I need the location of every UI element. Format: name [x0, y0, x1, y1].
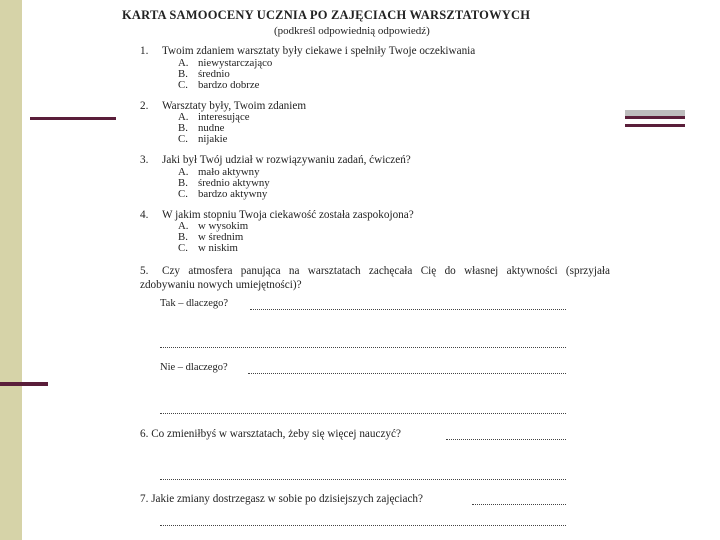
- question-number: 1.: [140, 45, 149, 57]
- question-3-option-b[interactable]: B. średnio aktywny: [178, 177, 270, 189]
- questionnaire-page: [116, 0, 625, 540]
- document-subtitle: (podkreśl odpowiednią odpowiedź): [274, 25, 430, 37]
- left-horizontal-rule: [30, 117, 116, 120]
- right-horizontal-rule: [625, 116, 685, 119]
- document-title: KARTA SAMOOCENY UCZNIA PO ZAJĘCIACH WARSZTATOWYCH: [122, 8, 531, 22]
- left-accent-rule: [0, 382, 48, 386]
- right-margin: [626, 0, 720, 540]
- question-4-option-a[interactable]: A. w wysokim: [178, 220, 249, 232]
- question-number: 3.: [140, 154, 149, 166]
- question-2-option-a[interactable]: A. interesujące: [178, 111, 250, 123]
- question-3-option-a[interactable]: A. mało aktywny: [178, 166, 260, 178]
- question-text: Twoim zdaniem warsztaty były ciekawe i spełniły Twoje oczekiwania: [162, 45, 476, 57]
- question-2-option-c[interactable]: C. nijakie: [178, 133, 228, 145]
- question-6: [140, 428, 401, 440]
- question-5: [140, 264, 610, 292]
- question-number: 4.: [140, 209, 149, 221]
- question-2-option-b[interactable]: B. nudne: [178, 122, 225, 134]
- question-4-option-b[interactable]: B. w średnim: [178, 231, 244, 243]
- question-1: [140, 45, 475, 57]
- question-text: Jakie zmiany dostrzegasz w sobie po dzisiejszych zajęciach?: [151, 493, 423, 505]
- left-white-strip: [22, 0, 48, 382]
- question-5-yes-answer-line[interactable]: [250, 308, 566, 310]
- question-text: W jakim stopniu Twoja ciekawość została zaspokojona?: [162, 209, 414, 221]
- question-1-option-a[interactable]: A. niewystarczająco: [178, 57, 273, 69]
- question-5-yes-label: Tak – dlaczego?: [160, 298, 229, 309]
- question-5-no-label: Nie – dlaczego?: [160, 362, 228, 373]
- question-5-no-answer-line[interactable]: [248, 372, 566, 374]
- question-text: Jaki był Twój udział w rozwiązywaniu zadań, ćwiczeń?: [162, 154, 411, 166]
- question-6-answer-line-2[interactable]: [160, 478, 566, 480]
- question-number: 6.: [140, 428, 149, 440]
- question-7: [140, 493, 423, 505]
- question-text: Czy atmosfera panująca na warsztatach zachęcała Cię do własnej aktywności (sprzyjała zdobywaniu nowych umiejętności)?: [140, 265, 610, 291]
- question-5-yes-answer-line-2[interactable]: [160, 346, 566, 348]
- question-7-answer-line[interactable]: [472, 503, 566, 505]
- question-number: 5.: [140, 265, 149, 277]
- question-1-option-b[interactable]: B. średnio: [178, 68, 230, 80]
- question-1-option-c[interactable]: C. bardzo dobrze: [178, 79, 260, 91]
- question-text: Warsztaty były, Twoim zdaniem: [162, 100, 307, 112]
- question-3: [140, 154, 411, 166]
- question-number: 7.: [140, 493, 149, 505]
- question-3-option-c[interactable]: C. bardzo aktywny: [178, 188, 268, 200]
- question-7-answer-line-2[interactable]: [160, 524, 566, 526]
- left-decorative-band: [0, 0, 22, 540]
- question-5-no-answer-line-2[interactable]: [160, 412, 566, 414]
- right-horizontal-rule-lower: [625, 124, 685, 127]
- question-4-option-c[interactable]: C. w niskim: [178, 242, 238, 254]
- question-6-answer-line[interactable]: [446, 438, 566, 440]
- question-number: 2.: [140, 100, 149, 112]
- question-text: Co zmieniłbyś w warsztatach, żeby się więcej nauczyć?: [151, 428, 401, 440]
